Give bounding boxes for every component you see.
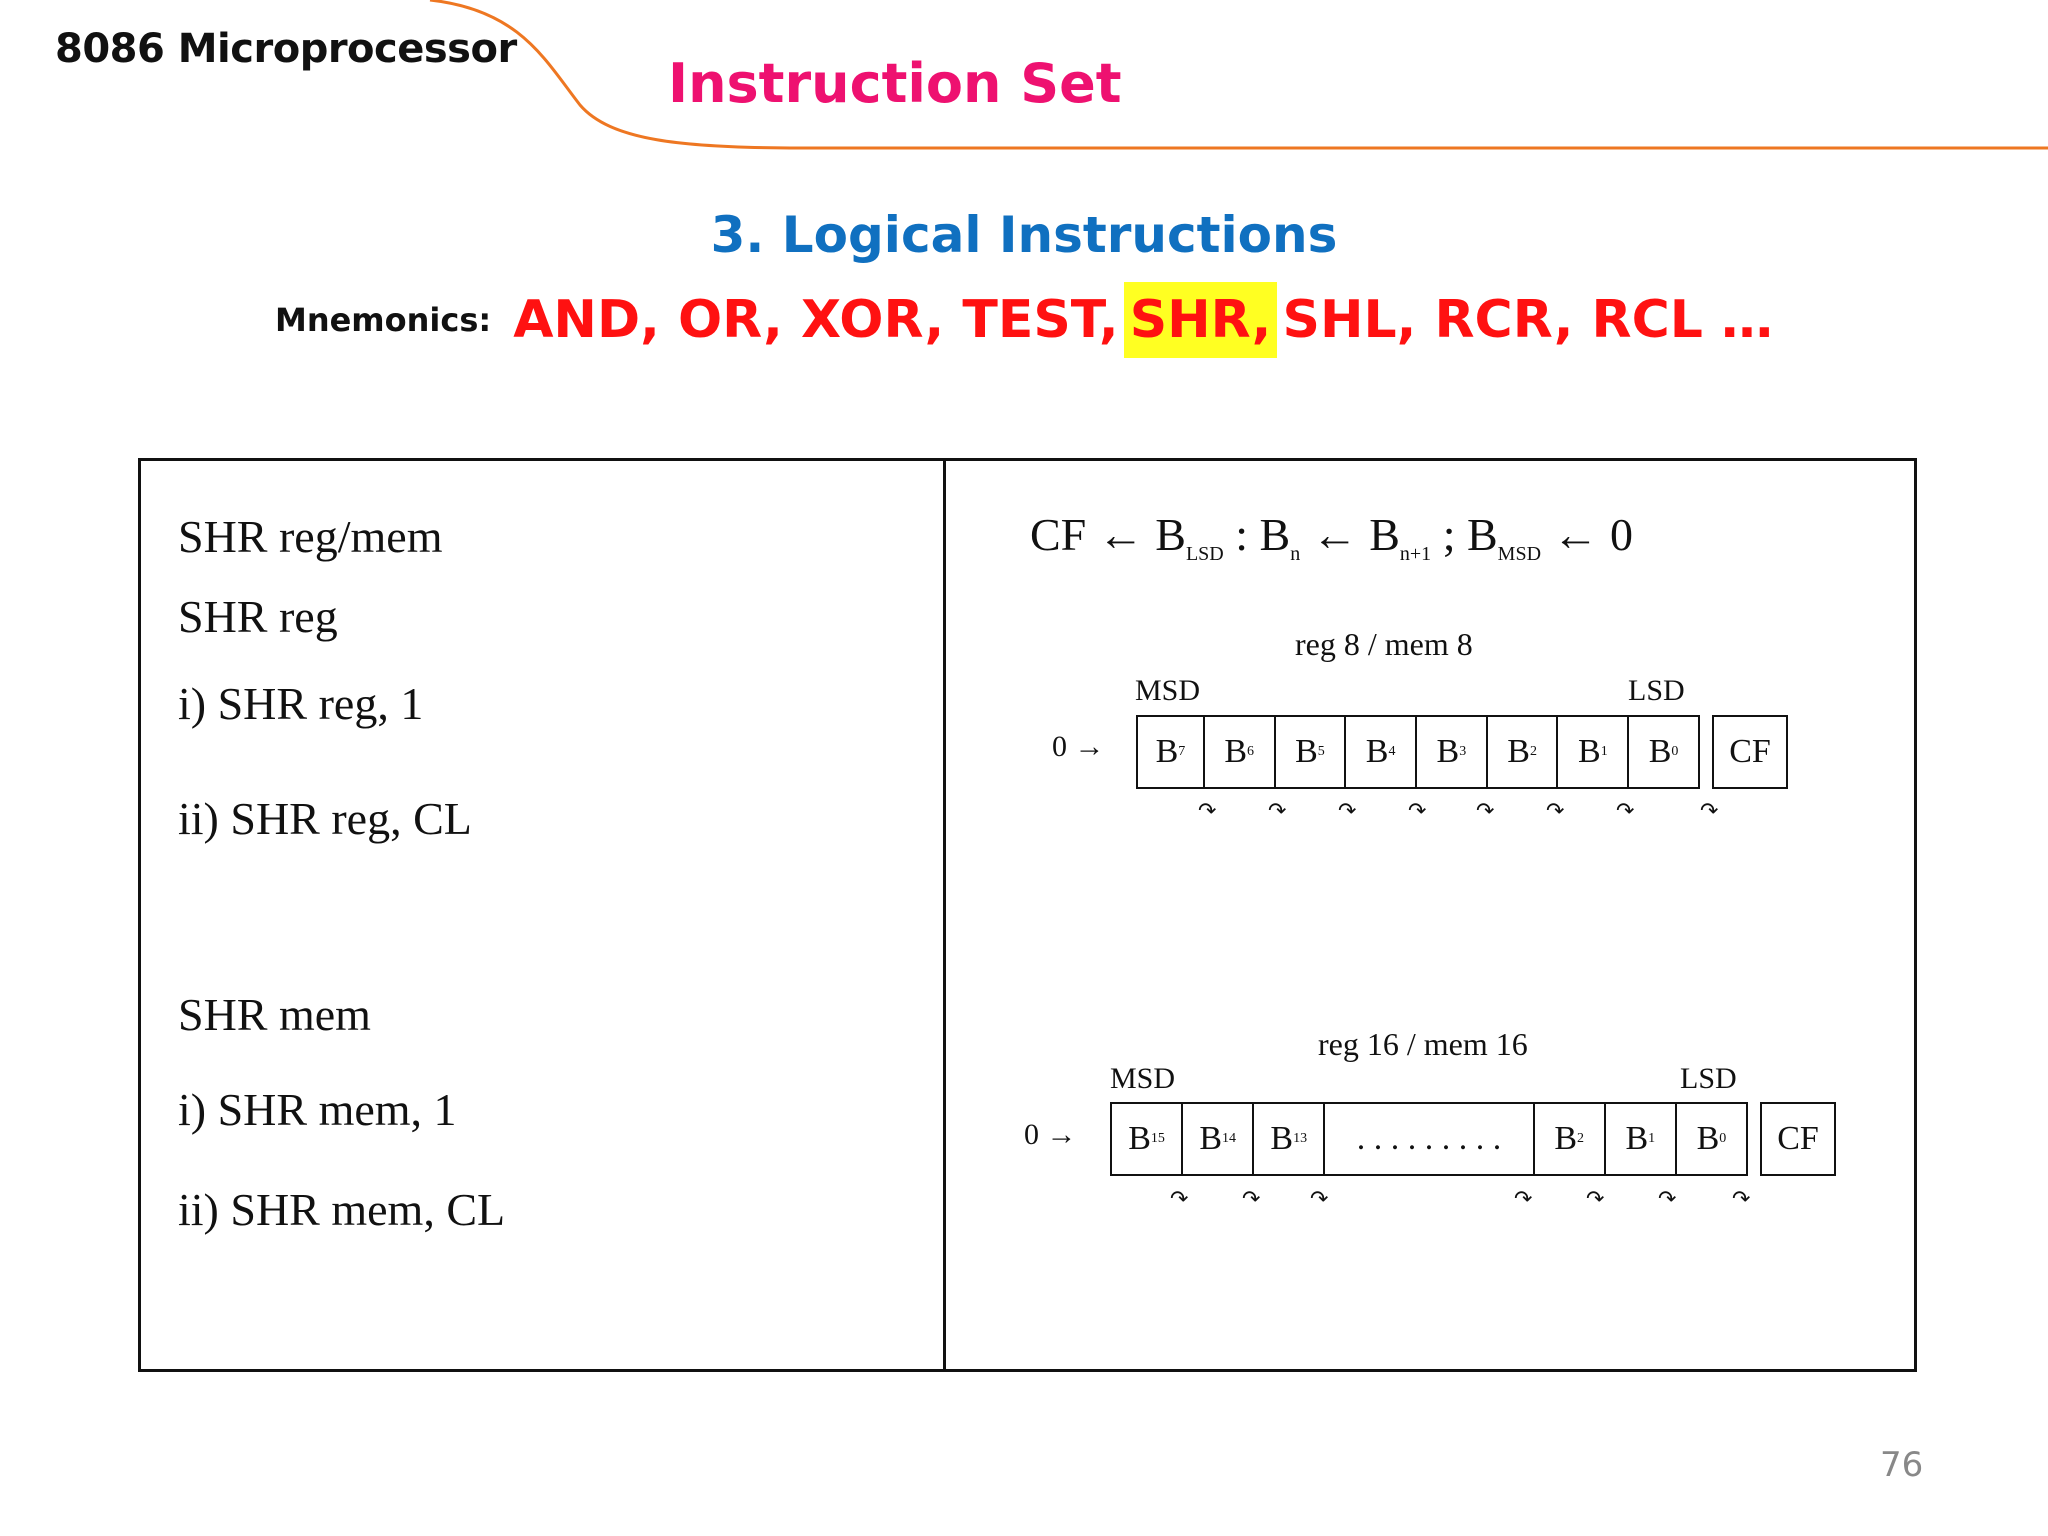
syntax-line: ii) SHR mem, CL [178,1184,506,1235]
bit-cell: B 15 [1112,1104,1183,1174]
page-number: 76 [1880,1445,1924,1485]
diagram8-zero-input: 0 → [1052,730,1105,763]
shift-right-arrow-icon: ↷ [1732,1186,1751,1211]
syntax-line: SHR mem [178,989,371,1040]
shift-right-arrow-icon: ↷ [1268,798,1287,823]
bit-cell: B 0 [1648,733,1679,770]
shift-right-arrow-icon: ↷ [1170,1186,1189,1211]
bit-cell: B 6 [1205,717,1276,787]
shift-right-arrow-icon: ↷ [1514,1186,1533,1211]
mnemonics-list-before: AND, OR, XOR, TEST, [513,290,1119,350]
diagram8-msd-label: MSD [1135,674,1201,707]
section-heading: 3. Logical Instructions [710,206,1338,264]
diagram16-caption: reg 16 / mem 16 [1318,1026,1528,1062]
syntax-line: SHR reg [178,591,338,642]
shift-right-arrow-icon: ↷ [1242,1186,1261,1211]
shift-right-arrow-icon: ↷ [1616,798,1635,823]
bit-cell: B 1 [1558,717,1629,787]
syntax-line: ii) SHR reg, CL [178,793,472,844]
syntax-line: i) SHR reg, 1 [178,678,424,729]
shift-right-arrow-icon: ↷ [1408,798,1427,823]
shift-formula: CF ← $B_{LSD}$ : $B_n$ ← $B_{n+1}$ ; $B_{MSD}$ ← 0 [1030,509,1634,566]
bit-cell: B 5 [1276,717,1347,787]
mnemonic-highlighted-shr: SHR, [1124,282,1278,358]
diagram16-bit-register [1110,1102,1748,1176]
shift-right-arrow-icon: ↷ [1700,798,1719,823]
mnemonics-line [0,290,2048,350]
bit-cell: B 7 [1138,717,1205,787]
bit-cell: B 13 [1254,1104,1325,1174]
bit-cell: B 0 [1696,1120,1727,1157]
bit-cell: B 14 [1183,1104,1254,1174]
mnemonics-label: Mnemonics: [274,301,492,339]
shift-right-arrow-icon: ↷ [1476,798,1495,823]
bit-cell: B 2 [1488,717,1559,787]
syntax-line: i) SHR mem, 1 [178,1084,457,1135]
diagram16-zero-input: 0 → [1024,1118,1077,1151]
shift-right-arrow-icon: ↷ [1310,1186,1329,1211]
diagram8-lsd-label: LSD [1628,674,1685,707]
bit-cell: . . . . . . . . . [1325,1104,1534,1174]
slide-title: Instruction Set [668,52,1122,115]
shift-right-arrow-icon: ↷ [1338,798,1357,823]
course-title: 8086 Microprocessor [55,26,517,72]
figure-divider [943,458,946,1372]
bit-cell: B 3 [1417,717,1488,787]
shift-right-arrow-icon: ↷ [1546,798,1565,823]
bit-cell: B 1 [1606,1104,1677,1174]
diagram8-carry-flag: CF [1712,715,1788,789]
diagram16-msd-label: MSD [1110,1062,1176,1095]
shift-right-arrow-icon: ↷ [1658,1186,1677,1211]
diagram8-bit-register [1136,715,1700,789]
shift-right-arrow-icon: ↷ [1586,1186,1605,1211]
diagram8-caption: reg 8 / mem 8 [1295,626,1473,662]
syntax-line: SHR reg/mem [178,511,443,562]
bit-cell: B 4 [1346,717,1417,787]
diagram16-lsd-label: LSD [1680,1062,1737,1095]
diagram16-carry-flag: CF [1760,1102,1836,1176]
bit-cell: B 2 [1535,1104,1606,1174]
mnemonics-list-after: SHL, RCR, RCL … [1282,290,1774,350]
shift-right-arrow-icon: ↷ [1198,798,1217,823]
